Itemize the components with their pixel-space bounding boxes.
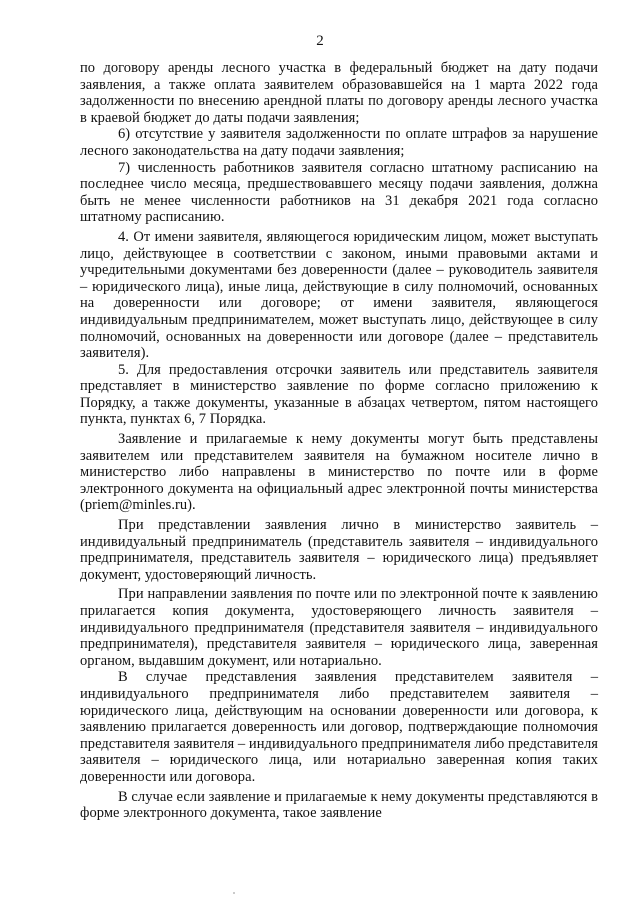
scan-speck [233,892,235,894]
paragraph-submission: Заявление и прилагаемые к нему документы могут быть представлены заявителем или представителем заявителя на бумажном носителе лично в министерство либо направлены в министерство по почте или в форме электронного документа на официальный адрес электронной почты министерства (priem@minles.ru). [80,431,598,514]
page-number: 2 [316,33,324,49]
paragraph-electronic: В случае если заявление и прилагаемые к нему документы представляются в форме электронного документа, такое заявление [80,788,598,822]
paragraph-section-5: 5. Для предоставления отсрочки заявитель или представитель заявителя представляет в министерство заявление по форме согласно приложению к Порядку, а также документы, указанные в абзацах четвертом, пятом настоящего пункта, пунктах 6, 7 Порядка. [80,361,598,428]
paragraph-item-7: 7) численность работников заявителя согласно штатному расписанию на последнее число месяца, предшествовавшего месяцу подачи заявления, должна быть не менее численности работников на 31 декабря 2021 года согласно штатному расписанию. [80,159,598,226]
paragraph-item-6: 6) отсутствие у заявителя задолженности по оплате штрафов за нарушение лесного законодательства на дату подачи заявления; [80,126,598,159]
paragraph-section-4: 4. От имени заявителя, являющегося юридическим лицом, может выступать лицо, действующее в соответствии с законом, иными правовыми актами и учредительными документами без доверенности (далее – руководитель заявителя – юридического лица), иные лица, действующие в силу полномочий, основанных на доверенности или договоре; от имени заявителя, являющегося индивидуальным предпринимателем, может выступать лицо, действующее в силу полномочий, основанных на доверенности или договоре (далее – представитель заявителя). [80,228,598,362]
paragraph-mail-submission: При направлении заявления по почте или по электронной почте к заявлению прилагается копия документа, удостоверяющего личность заявителя – индивидуального предпринимателя (представителя заявителя – индивидуального предпринимателя), представителя заявителя – юридического лица, заверенная органом, выдавшим документ, или нотариально. [80,586,598,669]
document-body [80,60,598,822]
paragraph-personal-submission: При представлении заявления лично в министерство заявитель – индивидуальный предприниматель (представитель заявителя – индивидуального предпринимателя, представитель заявителя – юридического лица) предъявляет документ, удостоверяющий личность. [80,517,598,583]
paragraph-continuation: по договору аренды лесного участка в федеральный бюджет на дату подачи заявления, а также оплата заявителем образовавшейся на 1 марта 2022 года задолженности по внесению арендной платы по договору аренды лесного участка в краевой бюджет до даты подачи заявления; [80,60,598,126]
paragraph-representative: В случае представления заявления представителем заявителя – индивидуального предпринимателя либо представителем заявителя – юридического лица, действующим на основании доверенности или договора, к заявлению прилагается доверенность или договор, подтверждающие полномочия представителя заявителя – индивидуального предпринимателя либо представителя заявителя – юридического лица, или нотариально заверенная копия таких доверенности или договора. [80,669,598,785]
